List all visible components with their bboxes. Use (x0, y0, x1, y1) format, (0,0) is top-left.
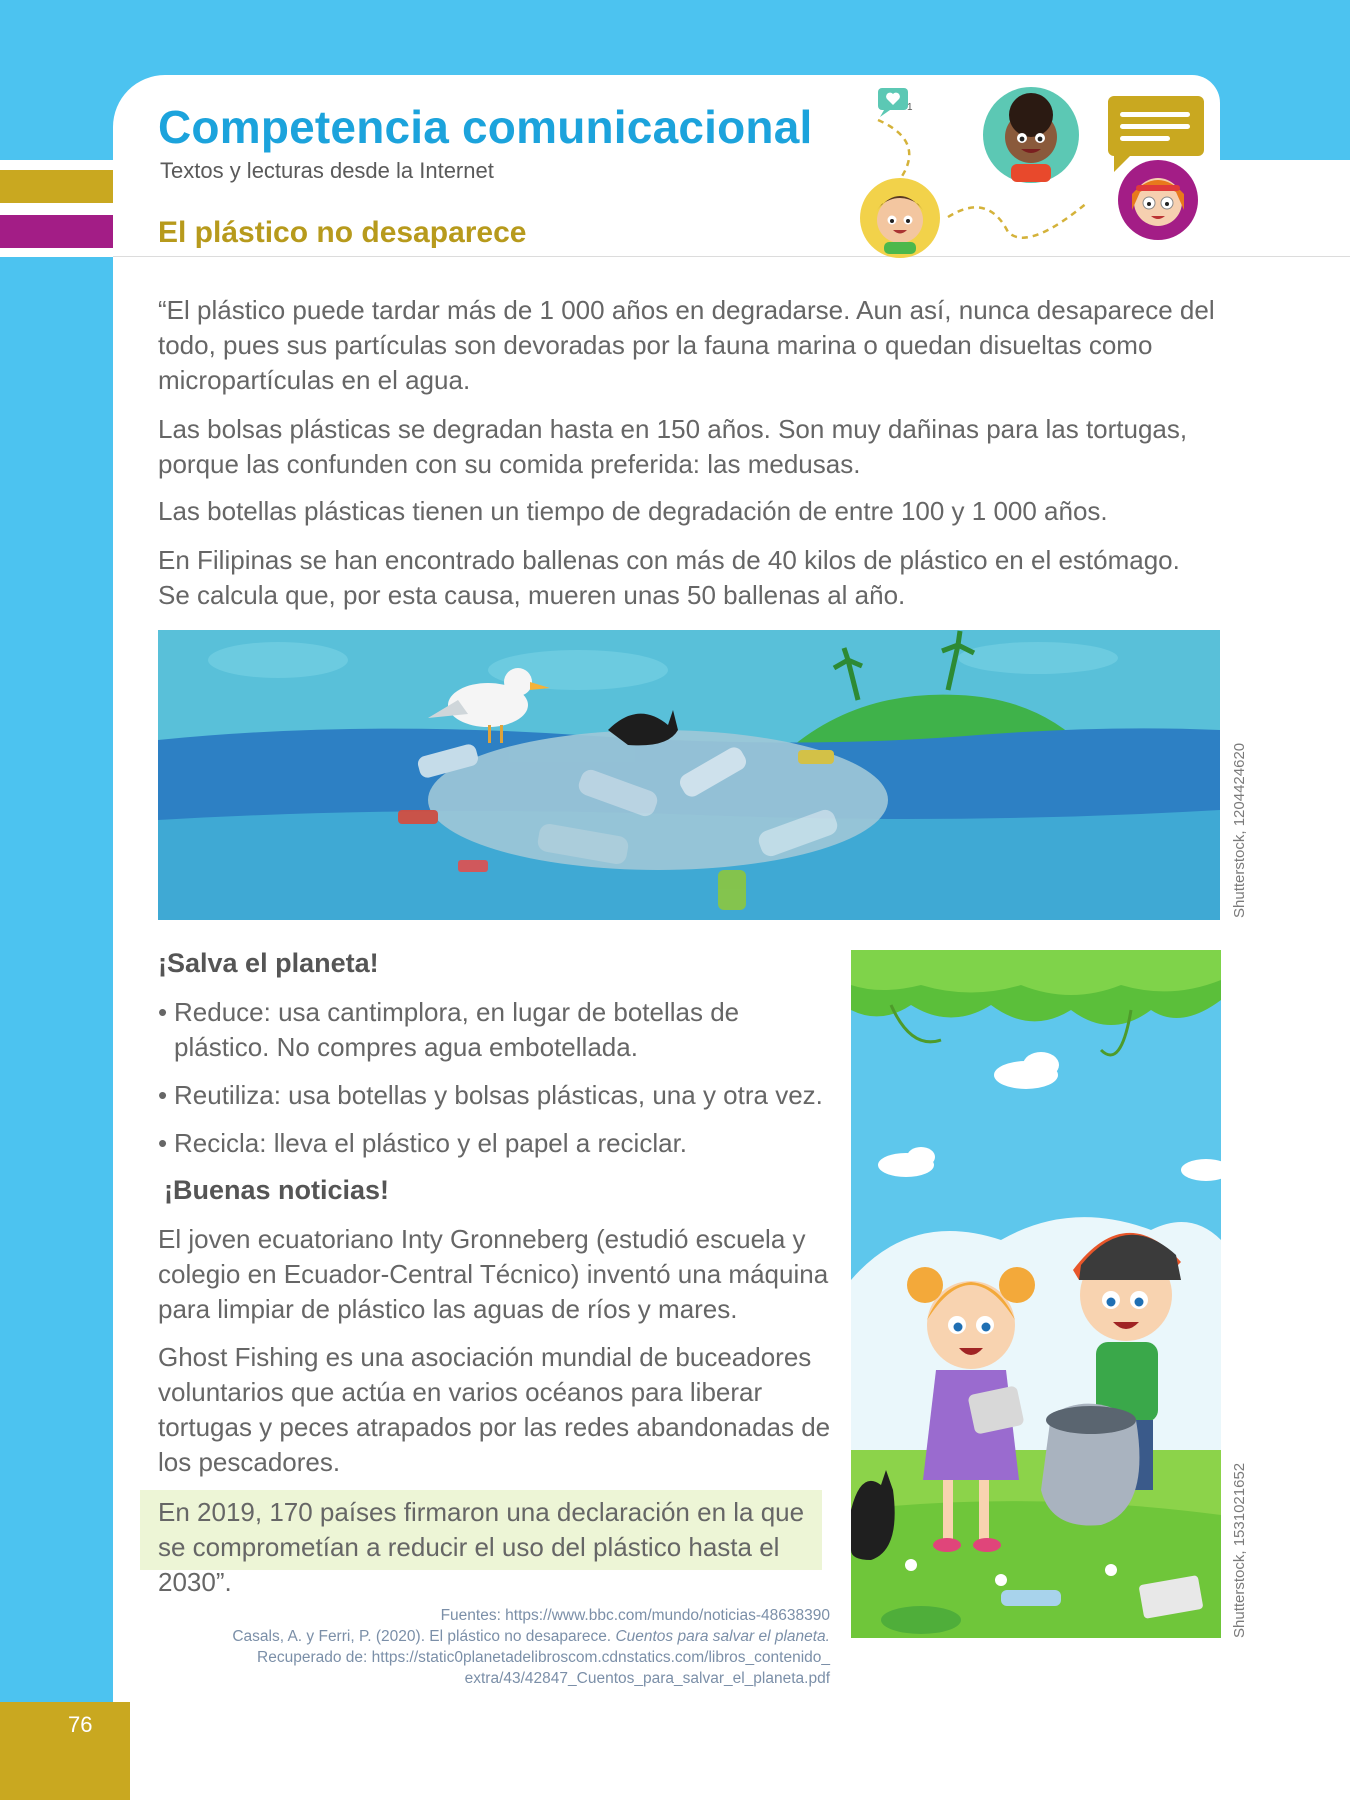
paragraph-bottles: Las botellas plásticas tienen un tiempo de degradación de entre 100 y 1 000 años. (158, 496, 1108, 526)
page-number: 76 (68, 1712, 93, 1737)
bullet-reduce-text: Reduce: usa cantimplora, en lugar de botellas de plástico. No compres agua embotellada. (174, 997, 740, 1062)
bullet-dot: • (158, 997, 168, 1027)
page-subtitle: Textos y lecturas desde la Internet (160, 158, 494, 183)
bullet-reuse (158, 1078, 838, 1113)
boy-avatar-top (983, 87, 1079, 183)
page-title: Competencia comunicacional (158, 101, 813, 153)
bullet-recycle-text: Recicla: lleva el plástico y el papel a reciclar. (174, 1128, 688, 1158)
sources-line-3: Recuperado de: https://static0planetadelibroscom.cdnstatics.com/libros_contenido_ (257, 1649, 830, 1666)
ocean-plastic-illustration (158, 630, 1220, 920)
svg-text:Shutterstock, 1204424620: Shutterstock, 1204424620 (1231, 742, 1248, 918)
paragraph-whales: En Filipinas se han encontrado ballenas con más de 40 kilos de plástico en el estómago. Se calcula que, por esta causa, mueren unas 50 ballenas al año. (158, 545, 1180, 610)
paragraph-intro: “El plástico puede tardar más de 1 000 años en degradarse. Aun así, nunca desaparece del todo, pues sus partículas son devoradas por la fauna marina o quedan disueltas como micropartículas en el agua. (158, 295, 1215, 395)
kids-image-credit (1224, 1450, 1254, 1640)
sources-citation: Casals, A. y Ferri, P. (2020). El plástico no desaparece. (232, 1628, 616, 1645)
paragraph-ghost-fishing: Ghost Fishing es una asociación mundial de buceadores voluntarios que actúa en varios océanos para liberar tortugas y peces atrapados por las redes abandonadas de los pescadores. (158, 1342, 831, 1477)
save-planet-heading: ¡Salva el planeta! (158, 948, 379, 978)
paragraph-inty: El joven ecuatoriano Inty Gronneberg (estudió escuela y colegio en Ecuador-Central Técnico) inventó una máquina para limpiar de plástico las aguas de ríos y mares. (158, 1224, 829, 1324)
right-band (1220, 0, 1350, 160)
paragraph-bags: Las bolsas plásticas se degradan hasta en 150 años. Son muy dañinas para las tortugas, porque las confunden con su comida preferida: las medusas. (158, 414, 1188, 479)
good-news-heading: ¡Buenas noticias! (164, 1175, 390, 1205)
heart-chat-icon (878, 88, 913, 117)
boy-avatar-left (860, 178, 940, 258)
header-kids-illustration (858, 82, 1208, 262)
section-title: El plástico no desaparece (158, 216, 527, 249)
bullet-recycle (158, 1126, 838, 1161)
girl-avatar (1118, 160, 1198, 240)
sources-line-1: Fuentes: https://www.bbc.com/mundo/noticias-48638390 (440, 1607, 830, 1624)
highlight-text: En 2019, 170 países firmaron una declaración en la que se comprometían a reducir el uso del plástico hasta el 2030”. (158, 1497, 805, 1597)
bullet-reduce (158, 995, 838, 1065)
left-band-lower (0, 257, 113, 1800)
bullet-dot: • (158, 1080, 168, 1110)
svg-text:Shutterstock, 1531021652: Shutterstock, 1531021652 (1231, 1462, 1248, 1638)
bullet-dot: • (158, 1128, 168, 1158)
sources-book-title: Cuentos para salvar el planeta. (615, 1628, 830, 1645)
purple-stripe (0, 215, 113, 248)
chat-badge-count: 1 (907, 102, 913, 113)
bullet-reuse-text: Reutiliza: usa botellas y bolsas plásticas, una y otra vez. (174, 1080, 823, 1110)
ocean-image-credit (1224, 735, 1254, 920)
dashed-path-2 (948, 202, 1088, 238)
kids-cleaning-illustration (851, 950, 1221, 1638)
page-number-box (0, 1702, 130, 1800)
gold-stripe (0, 170, 113, 203)
sources-line-2 (232, 1626, 830, 1647)
sources-line-4: extra/43/42847_Cuentos_para_salvar_el_planeta.pdf (464, 1670, 830, 1687)
